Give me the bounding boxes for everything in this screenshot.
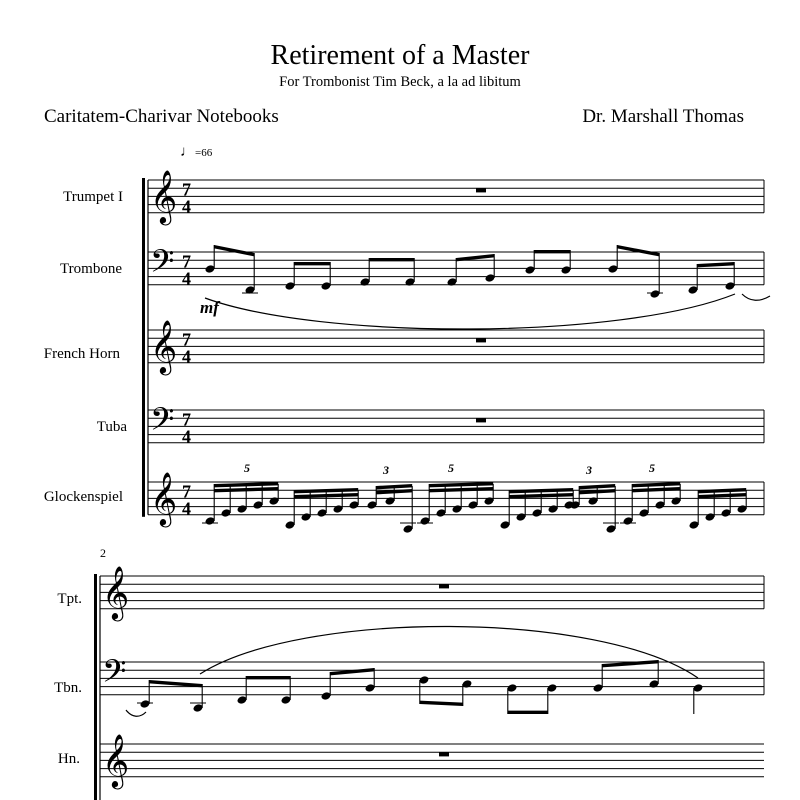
dynamic-marking: mf	[200, 298, 219, 317]
slur	[126, 710, 146, 716]
beam	[420, 701, 463, 706]
beam	[698, 488, 746, 493]
time-signature-numerator: 7	[182, 481, 191, 502]
instrument-label-french-horn: French Horn	[43, 346, 120, 362]
beam	[246, 676, 290, 679]
tuplet-number: 5	[649, 461, 655, 475]
time-signature-denominator: 4	[182, 498, 191, 519]
time-signature-numerator: 7	[182, 179, 191, 200]
instrument-label-trumpet: Trumpet I	[63, 189, 123, 205]
bass-clef-icon: 𝄢	[150, 245, 175, 288]
treble-clef-icon: 𝄞	[150, 472, 178, 524]
beam	[632, 482, 680, 487]
beam	[294, 262, 330, 265]
bass-clef-icon: 𝄢	[150, 403, 175, 446]
beam	[508, 711, 548, 714]
tuplet-number: 5	[244, 461, 250, 475]
tuplet-number: 5	[448, 461, 454, 475]
score-title: Retirement of a Master	[270, 40, 530, 71]
beam	[602, 660, 658, 667]
time-signature-numerator: 7	[182, 329, 191, 350]
treble-clef-icon: 𝄞	[150, 170, 178, 222]
beam	[617, 245, 659, 256]
time-signature-numerator: 7	[182, 409, 191, 430]
slur	[205, 294, 735, 329]
time-signature-denominator: 4	[182, 426, 191, 447]
instrument-label-trombone: Trombone	[60, 261, 122, 277]
beam	[697, 262, 734, 267]
tempo-value: =66	[195, 147, 213, 159]
system-bracket	[142, 178, 145, 517]
instrument-label-glockenspiel: Glockenspiel	[43, 489, 123, 505]
tuplet-number: 3	[586, 463, 592, 477]
time-signature-denominator: 4	[182, 346, 191, 367]
time-signature-numerator: 7	[182, 251, 191, 272]
whole-rest	[476, 188, 486, 192]
time-signature-denominator: 4	[182, 196, 191, 217]
beam	[369, 258, 414, 261]
beam	[330, 668, 374, 675]
beam	[632, 487, 680, 492]
system-bracket	[94, 574, 97, 800]
time-signature-denominator: 4	[182, 268, 191, 289]
instrument-label-tbn: Tbn.	[54, 680, 82, 696]
instrument-label-tpt: Tpt.	[57, 591, 82, 607]
whole-rest	[476, 338, 486, 342]
treble-clef-icon: 𝄞	[102, 566, 130, 618]
treble-clef-icon: 𝄞	[150, 320, 178, 372]
slur	[742, 294, 770, 300]
instrument-label-tuba: Tuba	[96, 419, 127, 435]
score-subtitle: For Trombonist Tim Beck, a la ad libitum	[279, 74, 521, 90]
beam	[534, 250, 570, 253]
measure-number: 2	[100, 546, 106, 560]
whole-rest	[439, 752, 449, 756]
whole-rest	[439, 584, 449, 588]
whole-rest	[476, 418, 486, 422]
tuplet-number: 3	[383, 463, 389, 477]
instrument-label-hn: Hn.	[57, 751, 80, 767]
bass-clef-icon: 𝄢	[102, 655, 127, 698]
quarter-note-icon: ♩	[180, 144, 195, 160]
beam	[214, 245, 254, 256]
publisher: Caritatem-Charivar Notebooks	[44, 106, 279, 127]
treble-clef-icon: 𝄞	[102, 734, 130, 786]
composer: Dr. Marshall Thomas	[582, 106, 744, 127]
beam	[698, 493, 746, 498]
